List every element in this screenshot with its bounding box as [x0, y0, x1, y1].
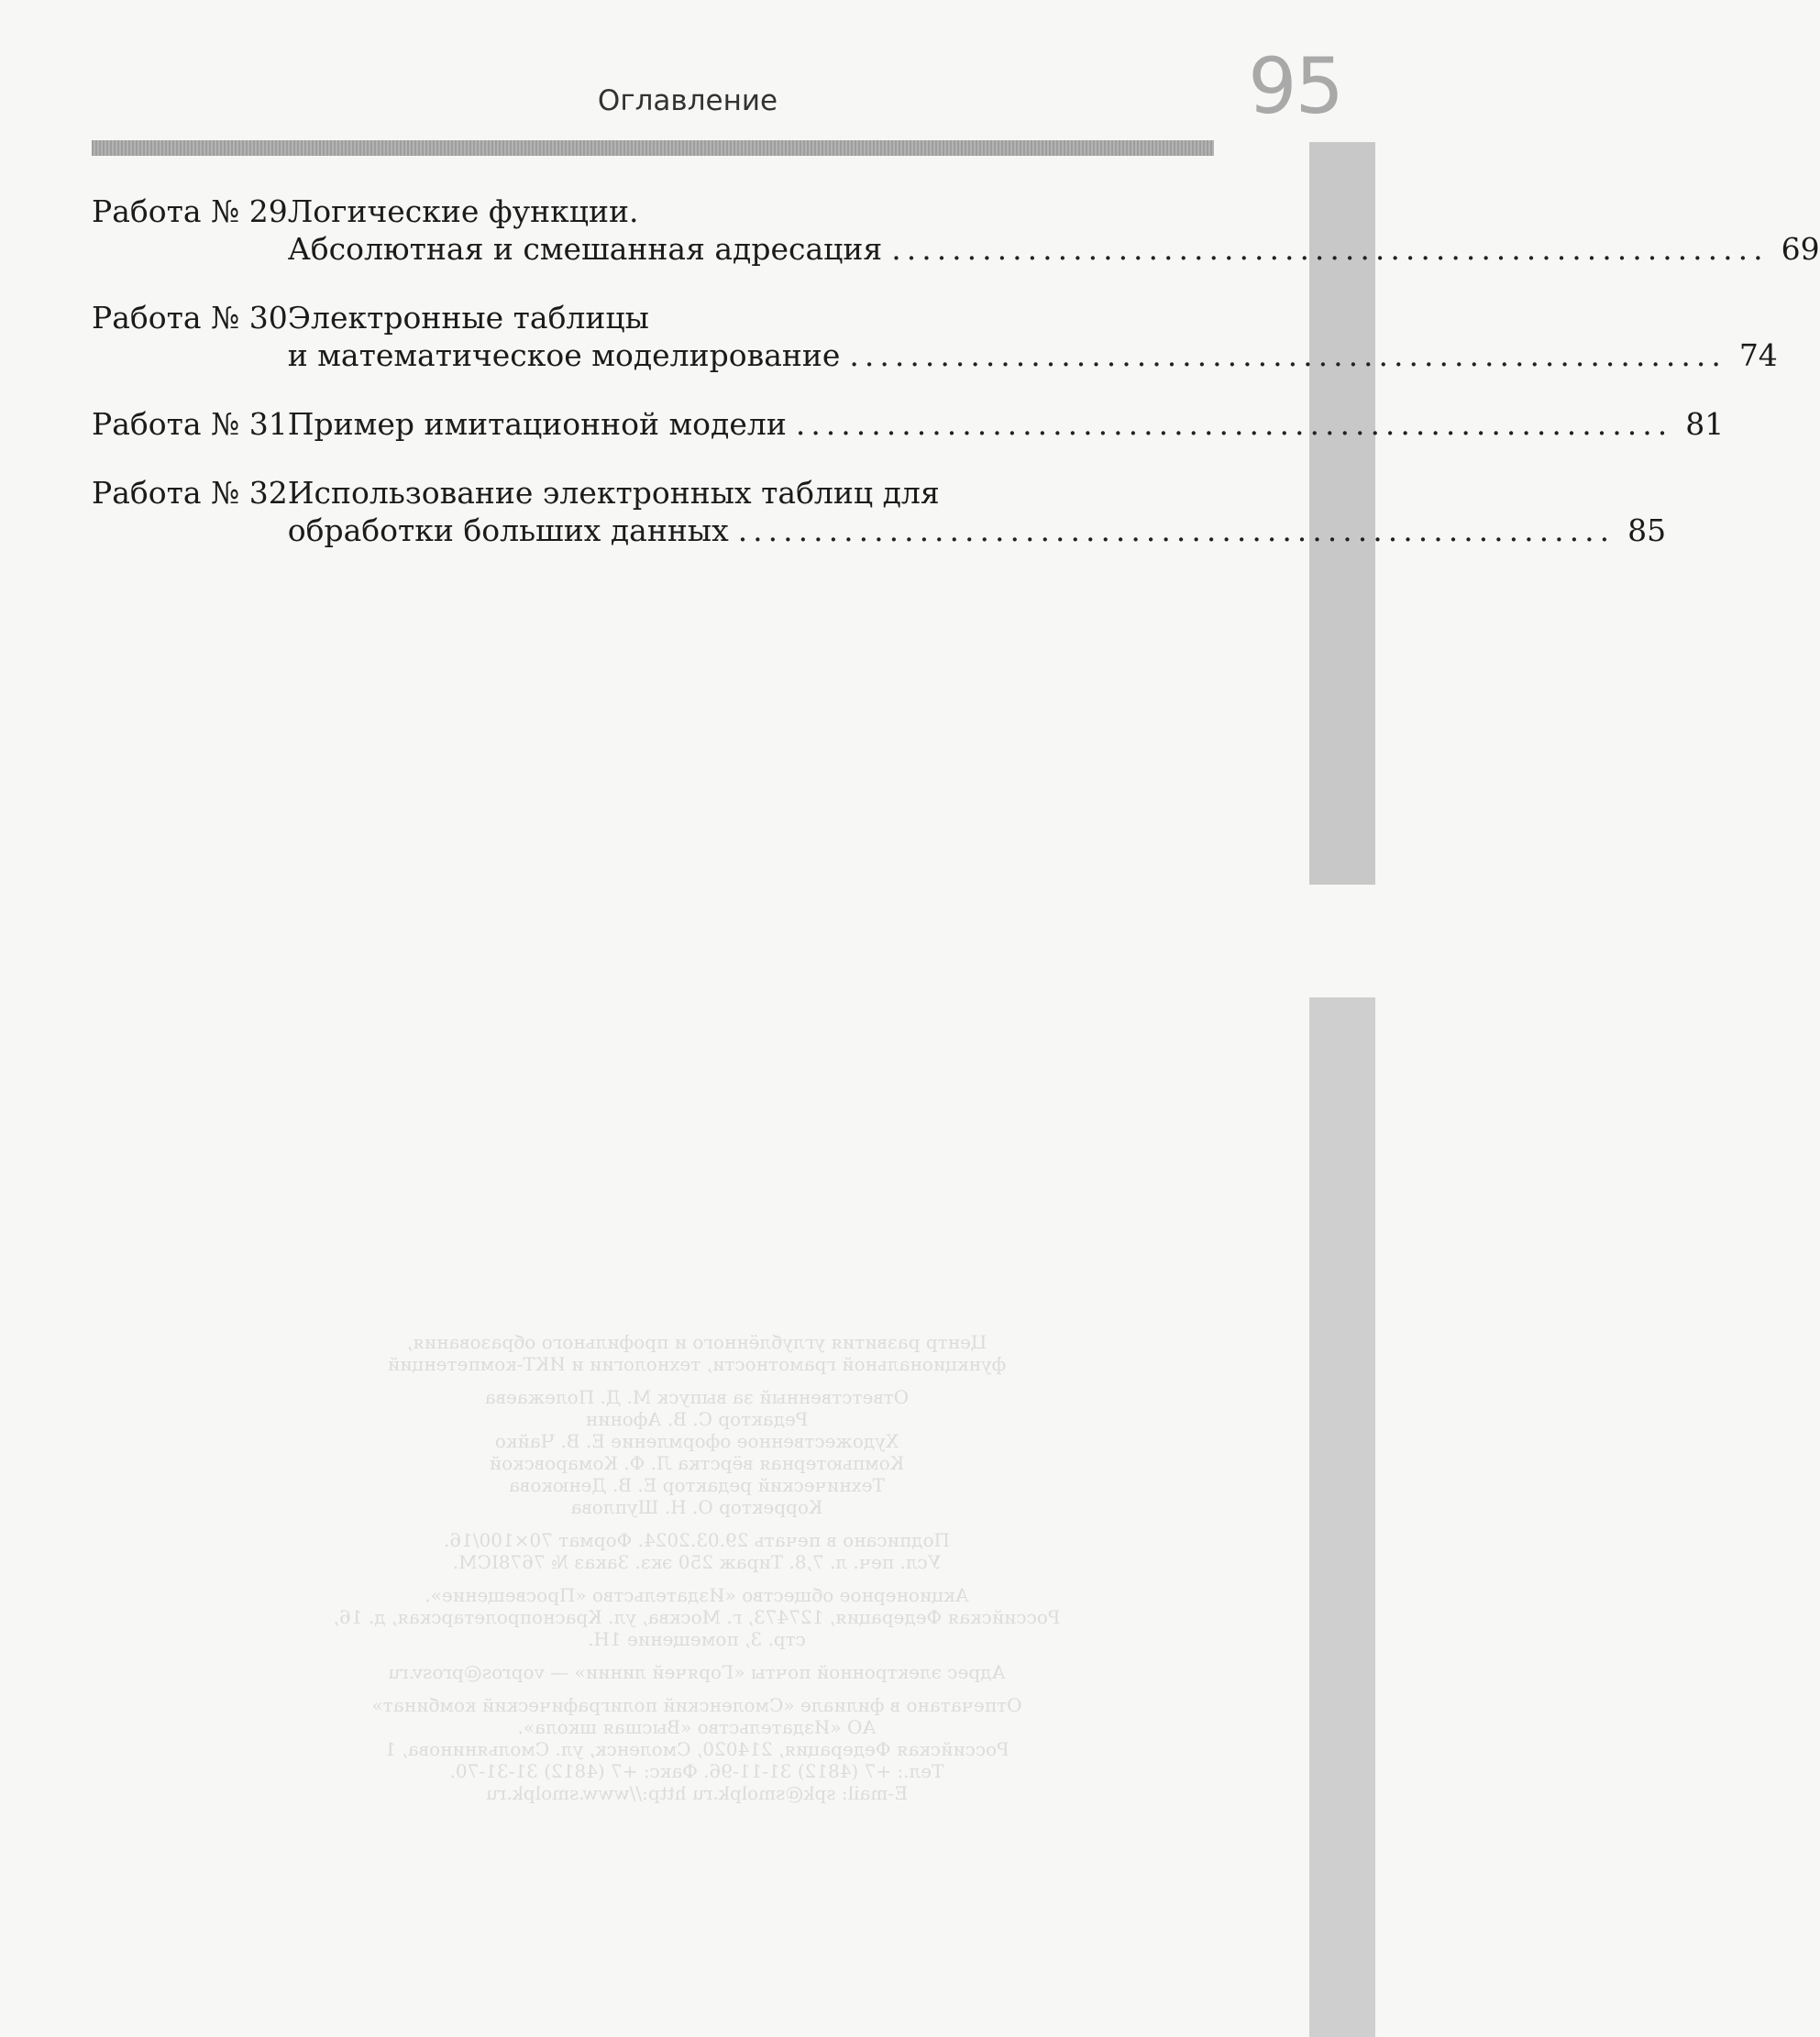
imprint-paragraph: [248, 1584, 1146, 1650]
imprint-line: E-mail: spk@smolpk.ru http://www.smolpk.ru: [485, 1782, 909, 1804]
toc-entry[interactable]: [92, 405, 1725, 443]
dot-leader: ..........................................................: [849, 337, 1726, 373]
imprint-line: Корректор О. Н. Шуплова: [570, 1496, 823, 1518]
toc-entry-title: [288, 299, 1778, 374]
toc-page-number: 85: [1627, 512, 1667, 548]
imprint-line: Редактор С. В. Афонин: [585, 1408, 809, 1430]
imprint-line: функциональной грамотности, технологии и ИКТ-компетенций: [387, 1353, 1007, 1375]
imprint-line: Художественное оформление Е. В. Чайко: [494, 1430, 899, 1452]
imprint-line: стр. 3, помещение 1Н.: [588, 1628, 806, 1650]
toc-entry-title: [288, 193, 1820, 268]
imprint-line: Центр развития углублённого и профильного образования,: [406, 1331, 987, 1353]
toc-title-last-line: [288, 336, 1778, 374]
dot-leader: ..........................................................: [737, 512, 1616, 548]
toc-title-line: и математическое моделирование: [287, 337, 841, 373]
table-of-contents: [92, 193, 1820, 580]
imprint-line: АО «Издательство «Высшая школа».: [517, 1716, 877, 1738]
toc-title-last-line: [288, 512, 1666, 549]
imprint-paragraph: [248, 1386, 1146, 1518]
toc-entry-label: Работа № 31: [92, 406, 288, 442]
imprint-line: Компьютерная вёрстка Л. Ф. Комаровской: [489, 1452, 905, 1474]
toc-entry-title: [288, 405, 1724, 443]
imprint-line: Адрес электронной почты «Горячей линии» — vopros@prosv.ru: [388, 1661, 1006, 1683]
toc-entry-title: [288, 474, 1666, 549]
toc-title-last-line: [288, 230, 1820, 268]
imprint-line: Отпечатано в филиале «Смоленский полиграфический комбинат»: [371, 1694, 1022, 1716]
imprint-bleed-through: [248, 1331, 1146, 1815]
imprint-paragraph: [248, 1661, 1146, 1683]
header-rule: [92, 140, 1214, 156]
imprint-line: Технический редактор Е. В. Денюкова: [509, 1474, 885, 1496]
imprint-line: Ответственный за выпуск М. Д. Полежаева: [484, 1386, 910, 1408]
imprint-line: Усл. печ. л. 7,8. Тираж 250 экз. Заказ № 7678ICM.: [452, 1551, 942, 1573]
toc-entry[interactable]: [92, 474, 1667, 549]
imprint-line: Подписано в печать 29.03.2024. Формат 70×100/16.: [443, 1529, 951, 1551]
toc-title-line: Абсолютная и смешанная адресация: [287, 231, 883, 267]
page-number: 95: [1248, 41, 1342, 131]
toc-title-last-line: [288, 405, 1724, 443]
toc-title-line: Использование электронных таблиц для: [287, 475, 940, 511]
dot-leader: ..........................................................: [795, 406, 1673, 442]
toc-page-number: 69: [1781, 231, 1820, 267]
thumb-index-tab-lower: [1309, 997, 1375, 2037]
imprint-paragraph: [248, 1331, 1146, 1375]
toc-title-line: обработки больших данных: [287, 512, 729, 548]
toc-title-line: Логические функции.: [287, 193, 639, 229]
toc-title-line: Электронные таблицы: [287, 300, 649, 336]
dot-leader: ..........................................................: [891, 231, 1769, 267]
imprint-line: Российская Федерация, 214020, Смоленск, ул. Смольянинова, 1: [384, 1738, 1009, 1760]
imprint-paragraph: [248, 1529, 1146, 1573]
toc-page-number: 81: [1685, 406, 1725, 442]
toc-entry[interactable]: [92, 193, 1820, 268]
imprint-paragraph: [248, 1694, 1146, 1804]
toc-title-line: Пример имитационной модели: [287, 406, 787, 442]
imprint-line: Акционерное общество «Издательство «Просвещение».: [425, 1584, 969, 1606]
toc-entry-label: Работа № 32: [92, 475, 288, 511]
toc-entry-label: Работа № 30: [92, 300, 288, 336]
toc-entry[interactable]: [92, 299, 1778, 374]
imprint-line: Российская Федерация, 127473, г. Москва, ул. Краснопролетарская, д. 16,: [333, 1606, 1061, 1628]
imprint-line: Тел.: +7 (4812) 31-11-96. Факс: +7 (4812) 31-31-70.: [449, 1760, 944, 1782]
running-title: Оглавление: [597, 84, 778, 117]
toc-page-number: 74: [1738, 337, 1778, 373]
toc-entry-label: Работа № 29: [92, 193, 288, 229]
